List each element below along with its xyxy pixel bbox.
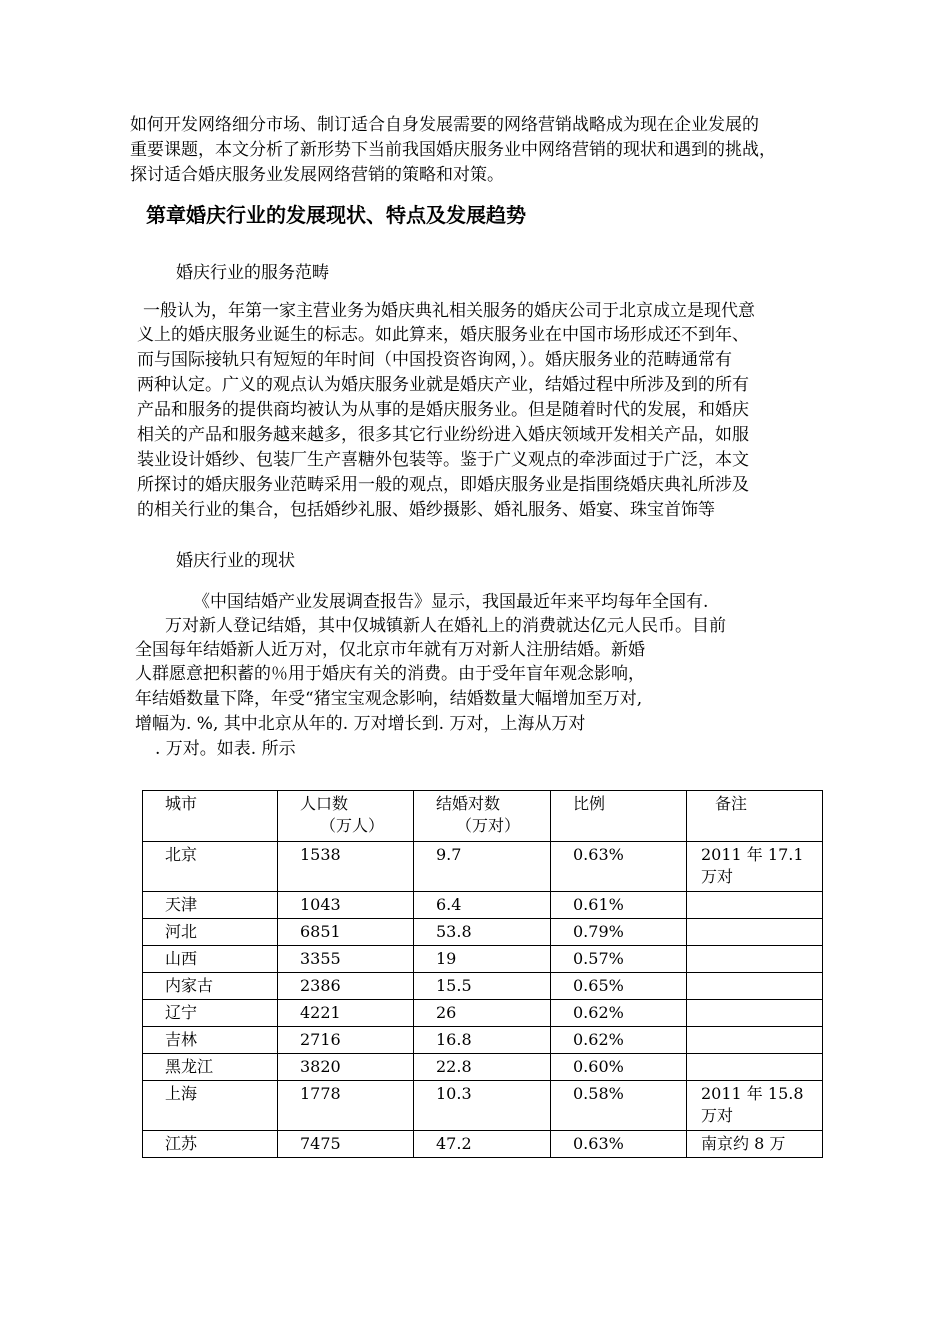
section1-line-9: 的相关行业的集合，包括婚纱礼服、婚纱摄影、婚礼服务、婚宴、珠宝首饰等	[137, 500, 715, 520]
cell-ratio: 0.60%	[551, 1054, 687, 1081]
section2-line-2: 万对新人登记结婚，其中仅城镇新人在婚礼上的消费就达亿元人民币。目前	[165, 616, 726, 636]
cell-ratio: 0.62%	[551, 1027, 687, 1054]
table-row	[143, 946, 823, 973]
table-row	[143, 973, 823, 1000]
cell-city: 北京	[143, 842, 278, 892]
section1-line-5: 产品和服务的提供商均被认为从事的是婚庆服务业。但是随着时代的发展，和婚庆	[137, 400, 749, 420]
cell-note	[687, 946, 823, 973]
table-row	[143, 1054, 823, 1081]
section1-line-7: 装业设计婚纱、包装厂生产喜糖外包装等。鉴于广义观点的牵涉面过于广泛，本文	[137, 450, 749, 470]
section2-line-6: 增幅为. %, 其中北京从年的. 万对增长到. 万对，上海从万对	[135, 714, 586, 734]
chapter-title: 第章婚庆行业的发展现状、特点及发展趋势	[146, 203, 526, 227]
cell-marriages: 9.7	[414, 842, 551, 892]
header-marriages: 结婚对数 （万对）	[414, 791, 551, 842]
cell-note: 南京约 8 万	[687, 1131, 823, 1158]
section2-line-4: 人群愿意把积蓄的％用于婚庆有关的消费。由于受年盲年观念影响，	[135, 664, 645, 684]
section2-line-3: 全国每年结婚新人近万对，仅北京市年就有万对新人注册结婚。新婚	[135, 640, 645, 660]
cell-population: 2386	[278, 973, 414, 1000]
cell-marriages: 53.8	[414, 919, 551, 946]
cell-population: 3820	[278, 1054, 414, 1081]
section1-line-2: 义上的婚庆服务业诞生的标志。如此算来，婚庆服务业在中国市场形成还不到年、	[137, 325, 749, 345]
cell-marriages: 16.8	[414, 1027, 551, 1054]
cell-note	[687, 1054, 823, 1081]
cell-marriages: 26	[414, 1000, 551, 1027]
table-row	[143, 892, 823, 919]
table-row	[143, 842, 823, 892]
cell-city: 天津	[143, 892, 278, 919]
cell-population: 3355	[278, 946, 414, 973]
cell-marriages: 10.3	[414, 1081, 551, 1131]
cell-note	[687, 892, 823, 919]
cell-population: 1538	[278, 842, 414, 892]
cell-population: 6851	[278, 919, 414, 946]
cell-population: 1043	[278, 892, 414, 919]
cell-city: 吉林	[143, 1027, 278, 1054]
cell-city: 江苏	[143, 1131, 278, 1158]
cell-note: 2011 年 15.8 万对	[687, 1081, 823, 1131]
cell-ratio: 0.62%	[551, 1000, 687, 1027]
cell-ratio: 0.63%	[551, 842, 687, 892]
cell-city: 辽宁	[143, 1000, 278, 1027]
header-ratio: 比例	[551, 791, 687, 842]
section2-line-7: . 万对。如表. 所示	[155, 739, 296, 759]
cell-marriages: 22.8	[414, 1054, 551, 1081]
section1-line-6: 相关的产品和服务越来越多，很多其它行业纷纷进入婚庆领域开发相关产品，如服	[137, 425, 749, 445]
section1-line-8: 所探讨的婚庆服务业范畴采用一般的观点，即婚庆服务业是指围绕婚庆典礼所涉及	[137, 475, 749, 495]
cell-marriages: 6.4	[414, 892, 551, 919]
cell-note	[687, 1027, 823, 1054]
header-city: 城市	[143, 791, 278, 842]
intro-line-1: 如何开发网络细分市场、制订适合自身发展需要的网络营销战略成为现在企业发展的	[130, 115, 759, 135]
cell-ratio: 0.61%	[551, 892, 687, 919]
cell-population: 2716	[278, 1027, 414, 1054]
section1-line-3: 而与国际接轨只有短短的年时间（中国投资咨询网，）。婚庆服务业的范畴通常有	[137, 350, 732, 370]
table-row	[143, 1027, 823, 1054]
cell-city: 山西	[143, 946, 278, 973]
section2-line-5: 年结婚数量下降，年受“猪宝宝观念影响，结婚数量大幅增加至万对,	[135, 689, 643, 709]
cell-note: 2011 年 17.1 万对	[687, 842, 823, 892]
cell-marriages: 15.5	[414, 973, 551, 1000]
cell-ratio: 0.63%	[551, 1131, 687, 1158]
header-note: 备注	[687, 791, 823, 842]
cell-ratio: 0.58%	[551, 1081, 687, 1131]
cell-marriages: 47.2	[414, 1131, 551, 1158]
cell-note	[687, 973, 823, 1000]
section1-line-4: 两种认定。广义的观点认为婚庆服务业就是婚庆产业，结婚过程中所涉及到的所有	[137, 375, 749, 395]
cell-city: 内家古	[143, 973, 278, 1000]
table-row	[143, 1131, 823, 1158]
section2-title: 婚庆行业的现状	[176, 551, 295, 571]
cell-ratio: 0.79%	[551, 919, 687, 946]
cell-note	[687, 1000, 823, 1027]
cell-city: 河北	[143, 919, 278, 946]
section2-line-1: 《中国结婚产业发展调查报告》显示，我国最近年来平均每年全国有.	[193, 592, 709, 612]
header-population: 人口数 （万人）	[278, 791, 414, 842]
table-row	[143, 1000, 823, 1027]
cell-note	[687, 919, 823, 946]
intro-line-3: 探讨适合婚庆服务业发展网络营销的策略和对策。	[130, 165, 504, 185]
cell-ratio: 0.57%	[551, 946, 687, 973]
cell-ratio: 0.65%	[551, 973, 687, 1000]
table-row	[143, 919, 823, 946]
cell-city: 黑龙江	[143, 1054, 278, 1081]
table-header-row	[143, 791, 823, 842]
table-row	[143, 1081, 823, 1131]
section1-title: 婚庆行业的服务范畴	[176, 263, 329, 283]
cell-city: 上海	[143, 1081, 278, 1131]
cell-population: 7475	[278, 1131, 414, 1158]
cell-marriages: 19	[414, 946, 551, 973]
cell-population: 4221	[278, 1000, 414, 1027]
section1-line-1: 一般认为，年第一家主营业务为婚庆典礼相关服务的婚庆公司于北京成立是现代意	[143, 301, 755, 321]
marriage-data-table	[142, 790, 823, 1158]
cell-population: 1778	[278, 1081, 414, 1131]
intro-line-2: 重要课题，本文分析了新形势下当前我国婚庆服务业中网络营销的现状和遇到的挑战，	[130, 140, 776, 160]
